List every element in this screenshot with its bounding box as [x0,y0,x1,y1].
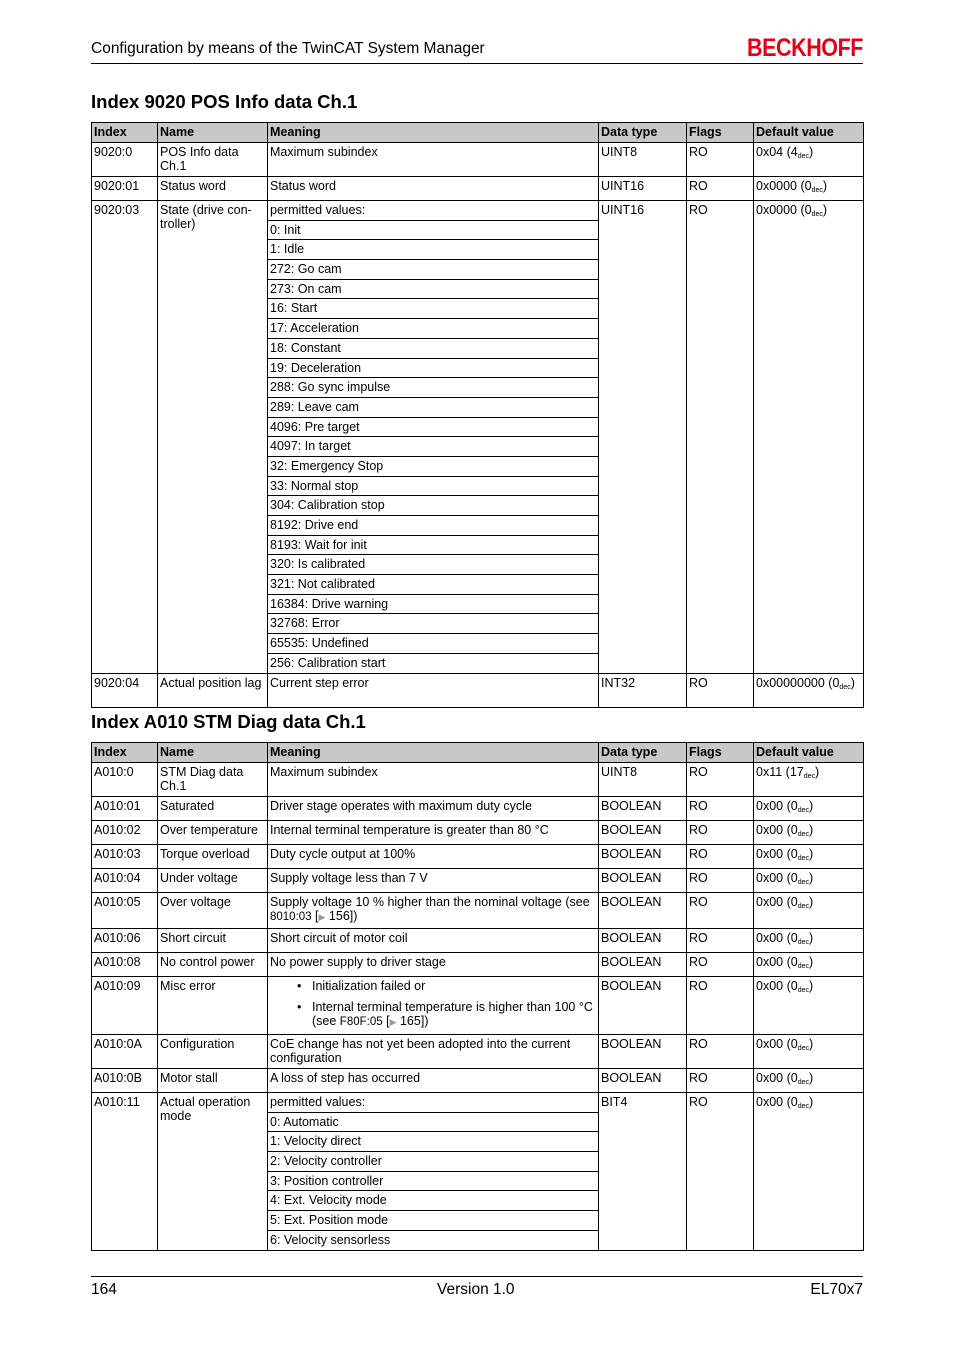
permitted-value: 6: Velocity sensorless [268,1230,599,1250]
table-row [92,201,864,221]
flags-cell: RO [687,821,754,845]
table-row [92,869,864,893]
header-divider [91,63,863,64]
data-type-cell: BIT4 [599,1093,687,1251]
index-cell: 9020:03 [92,201,158,674]
meaning-text: CoE change has not yet been adopted into the current configuration [270,1037,571,1065]
default-value-cell [754,977,864,1035]
product-name: EL70x7 [810,1281,863,1298]
table-row [92,929,864,953]
default-value-close: ) [809,1071,814,1085]
name-cell: Saturated [158,797,268,821]
bullet-text: Internal terminal temperature is higher than 100 °C (see [312,1000,593,1028]
cross-reference-link: F80F:05 [339,1016,383,1028]
permitted-value: 1: Idle [268,240,599,260]
meaning-text: Short circuit of motor coil [270,931,408,945]
default-value-cell [754,893,864,929]
table-row [92,977,864,1035]
index-cell: A010:05 [92,893,158,929]
table-row [92,845,864,869]
permitted-value: 289: Leave cam [268,397,599,417]
default-value: 0x00 (0 [756,1095,798,1109]
default-value-cell [754,1035,864,1069]
default-value-close: ) [809,145,814,159]
decimal-subscript: dec [797,855,809,862]
default-value-close: ) [809,979,814,993]
default-value: 0x0000 (0 [756,179,812,193]
meaning-text: Duty cycle output at 100% [270,847,416,861]
default-value-close: ) [809,895,814,909]
permitted-value: 65535: Undefined [268,634,599,654]
meaning-text: permitted values: [270,1095,366,1109]
bullet-text: Initialization failed or [312,979,426,993]
meaning-text: Maximum subindex [270,145,378,159]
data-type-cell: BOOLEAN [599,953,687,977]
object-table-9020 [91,122,864,708]
index-cell: A010:04 [92,869,158,893]
default-value-cell [754,1069,864,1093]
meaning-text: A loss of step has occurred [270,1071,421,1085]
name-cell: STM Diag data Ch.1 [158,763,268,797]
decimal-subscript: dec [797,1045,809,1052]
index-cell: A010:0B [92,1069,158,1093]
meaning-text: Status word [270,179,337,193]
default-value-cell [754,869,864,893]
flags-cell: RO [687,673,754,707]
default-value: 0x00 (0 [756,955,798,969]
permitted-value: 32768: Error [268,614,599,634]
name-cell: State (drive con-troller) [158,201,268,674]
default-value: 0x00 (0 [756,799,798,813]
default-value-close: ) [809,799,814,813]
index-cell: A010:02 [92,821,158,845]
meaning-cell [268,763,599,797]
meaning-cell [268,845,599,869]
name-cell: Actual position lag [158,673,268,707]
index-cell: A010:0A [92,1035,158,1069]
flags-cell: RO [687,929,754,953]
permitted-value: 1: Velocity direct [268,1132,599,1152]
default-value-close: ) [809,823,814,837]
permitted-value: 18: Constant [268,338,599,358]
flags-cell: RO [687,1035,754,1069]
decimal-subscript: dec [797,963,809,970]
index-cell: A010:08 [92,953,158,977]
meaning-text: Driver stage operates with maximum duty cycle [270,799,532,813]
column-header-flags: Flags [687,123,754,143]
name-cell: Status word [158,177,268,201]
meaning-cell [268,1035,599,1069]
table-row [92,1035,864,1069]
meaning-cell [268,821,599,845]
flags-cell: RO [687,201,754,674]
column-header-default-value: Default value [754,743,864,763]
default-value-cell [754,673,864,707]
flags-cell: RO [687,869,754,893]
default-value-cell [754,821,864,845]
default-value-close: ) [809,871,814,885]
table-row [92,953,864,977]
permitted-value: 321: Not calibrated [268,575,599,595]
meaning-cell [268,893,599,929]
name-cell: Over temperature [158,821,268,845]
default-value-cell [754,763,864,797]
column-header-name: Name [158,743,268,763]
meaning-cell [268,869,599,893]
meaning-cell [268,1093,599,1113]
flags-cell: RO [687,143,754,177]
default-value: 0x04 (4 [756,145,798,159]
default-value-cell [754,143,864,177]
default-value-cell [754,201,864,674]
permitted-value: 2: Velocity controller [268,1152,599,1172]
decimal-subscript: dec [797,903,809,910]
default-value-cell [754,929,864,953]
permitted-value: 304: Calibration stop [268,496,599,516]
permitted-value: 8192: Drive end [268,516,599,536]
reference-bracket-close: ]) [420,1014,429,1028]
default-value-close: ) [809,931,814,945]
permitted-value: 273: On cam [268,279,599,299]
index-cell: A010:06 [92,929,158,953]
flags-cell: RO [687,893,754,929]
name-cell: Actual operation mode [158,1093,268,1251]
reference-bracket-open: [ [382,1014,390,1028]
data-type-cell: BOOLEAN [599,893,687,929]
table-row [92,1069,864,1093]
default-value: 0x11 (17 [756,765,804,779]
decimal-subscript: dec [797,1079,809,1086]
default-value-close: ) [809,1037,814,1051]
default-value-close: ) [809,955,814,969]
column-header-name: Name [158,123,268,143]
data-type-cell: UINT8 [599,143,687,177]
default-value-close: ) [809,847,814,861]
permitted-value: 17: Acceleration [268,319,599,339]
default-value: 0x00 (0 [756,871,798,885]
default-value-close: ) [815,765,820,779]
decimal-subscript: dec [797,831,809,838]
table-row [92,1093,864,1113]
default-value: 0x0000 (0 [756,203,812,217]
name-cell: Misc error [158,977,268,1035]
data-type-cell: BOOLEAN [599,845,687,869]
permitted-value: 0: Init [268,220,599,240]
flags-cell: RO [687,1069,754,1093]
permitted-value: 0: Automatic [268,1112,599,1132]
decimal-subscript: dec [797,153,809,160]
default-value: 0x00 (0 [756,1071,798,1085]
decimal-subscript: dec [839,683,851,691]
meaning-cell [268,177,599,201]
column-header-data-type: Data type [599,743,687,763]
meaning-text: Internal terminal temperature is greater than 80 °C [270,823,549,837]
table-row [92,821,864,845]
default-value-close: ) [850,675,855,690]
table-row [92,177,864,201]
index-cell: A010:09 [92,977,158,1035]
table-row [92,143,864,177]
meaning-text: Maximum subindex [270,765,378,779]
name-cell: Torque overload [158,845,268,869]
page-header-title: Configuration by means of the TwinCAT System Manager [91,40,485,57]
table-row [92,763,864,797]
decimal-subscript: dec [797,987,809,994]
data-type-cell: BOOLEAN [599,869,687,893]
permitted-value: 272: Go cam [268,260,599,280]
data-type-cell: UINT16 [599,177,687,201]
data-type-cell: BOOLEAN [599,797,687,821]
permitted-value: 33: Normal stop [268,476,599,496]
index-cell: A010:0 [92,763,158,797]
permitted-value: 19: Deceleration [268,358,599,378]
permitted-value: 8193: Wait for init [268,535,599,555]
meaning-cell [268,953,599,977]
object-table-a010 [91,742,864,1251]
table-row [92,673,864,707]
section-heading-a010: Index A010 STM Diag data Ch.1 [91,711,366,732]
reference-page: 165 [396,1014,421,1028]
permitted-value: 16: Start [268,299,599,319]
name-cell: Under voltage [158,869,268,893]
index-cell: 9020:01 [92,177,158,201]
permitted-value: 32: Emergency Stop [268,456,599,476]
decimal-subscript: dec [811,211,823,218]
permitted-value: 4: Ext. Velocity mode [268,1191,599,1211]
flags-cell: RO [687,763,754,797]
section-heading-9020: Index 9020 POS Info data Ch.1 [91,91,358,112]
permitted-value: 320: Is calibrated [268,555,599,575]
table-row [92,797,864,821]
name-cell: POS Info data Ch.1 [158,143,268,177]
default-value: 0x00 (0 [756,847,798,861]
meaning-cell [268,143,599,177]
default-value: 0x00 (0 [756,895,798,909]
meaning-cell [268,1069,599,1093]
reference-bracket-open: [ [311,909,319,923]
meaning-text: permitted values: [270,203,366,217]
column-header-flags: Flags [687,743,754,763]
table-header-row [92,743,864,763]
meaning-cell [268,673,599,707]
default-value-close: ) [822,179,828,193]
column-header-data-type: Data type [599,123,687,143]
default-value: 0x00 (0 [756,931,798,945]
reference-arrow-icon: ▶ [389,1017,397,1027]
default-value-cell [754,845,864,869]
reference-arrow-icon: ▶ [318,912,326,922]
flags-cell: RO [687,953,754,977]
bullet-list [270,979,596,1029]
reference-bracket-close: ]) [349,909,358,923]
data-type-cell: BOOLEAN [599,977,687,1035]
decimal-subscript: dec [797,807,809,814]
name-cell: Over voltage [158,893,268,929]
default-value-cell [754,1093,864,1251]
index-cell: 9020:04 [92,673,158,707]
column-header-default-value: Default value [754,123,864,143]
reference-page: 156 [325,909,350,923]
name-cell: Motor stall [158,1069,268,1093]
permitted-value: 288: Go sync impulse [268,378,599,398]
flags-cell: RO [687,977,754,1035]
permitted-value: 4096: Pre target [268,417,599,437]
meaning-cell [268,977,599,1035]
beckhoff-logo: BECKHOFF [747,34,864,62]
decimal-subscript: dec [811,187,823,194]
default-value-close: ) [822,203,828,217]
meaning-text: Supply voltage 10 % higher than the nominal voltage (see [270,895,590,909]
document-version: Version 1.0 [437,1281,515,1298]
meaning-text: Supply voltage less than 7 V [270,871,428,885]
column-header-index: Index [92,743,158,763]
table-row [92,893,864,929]
name-cell: No control power [158,953,268,977]
flags-cell: RO [687,1093,754,1251]
data-type-cell: UINT8 [599,763,687,797]
default-value-cell [754,797,864,821]
meaning-text: No power supply to driver stage [270,955,446,969]
decimal-subscript: dec [803,773,816,780]
table-header-row [92,123,864,143]
cross-reference-link: 8010:03 [270,911,312,923]
column-header-meaning: Meaning [268,743,599,763]
data-type-cell: INT32 [599,673,687,707]
data-type-cell: BOOLEAN [599,1069,687,1093]
data-type-cell: BOOLEAN [599,821,687,845]
permitted-value: 5: Ext. Position mode [268,1211,599,1231]
permitted-value: 256: Calibration start [268,653,599,673]
default-value-close: ) [809,1095,814,1109]
data-type-cell: UINT16 [599,201,687,674]
meaning-cell [268,929,599,953]
permitted-value: 3: Position controller [268,1171,599,1191]
meaning-cell [268,201,599,221]
default-value-cell [754,177,864,201]
permitted-value: 16384: Drive warning [268,594,599,614]
data-type-cell: BOOLEAN [599,1035,687,1069]
footer-divider [91,1276,863,1277]
default-value: 0x00 (0 [756,1037,798,1051]
list-item [270,979,596,993]
default-value: 0x00 (0 [756,823,798,837]
default-value-cell [754,953,864,977]
data-type-cell: BOOLEAN [599,929,687,953]
index-cell: A010:03 [92,845,158,869]
column-header-meaning: Meaning [268,123,599,143]
flags-cell: RO [687,177,754,201]
page-number: 164 [91,1281,117,1298]
list-item [270,1000,596,1029]
permitted-value: 4097: In target [268,437,599,457]
decimal-subscript: dec [797,1103,809,1110]
meaning-text: Current step error [270,675,369,690]
decimal-subscript: dec [797,939,809,946]
name-cell: Configuration [158,1035,268,1069]
index-cell: A010:11 [92,1093,158,1251]
meaning-cell [268,797,599,821]
name-cell: Short circuit [158,929,268,953]
default-value: 0x00 (0 [756,979,798,993]
decimal-subscript: dec [797,879,809,886]
default-value: 0x00000000 (0 [756,675,840,690]
flags-cell: RO [687,845,754,869]
flags-cell: RO [687,797,754,821]
index-cell: 9020:0 [92,143,158,177]
index-cell: A010:01 [92,797,158,821]
column-header-index: Index [92,123,158,143]
